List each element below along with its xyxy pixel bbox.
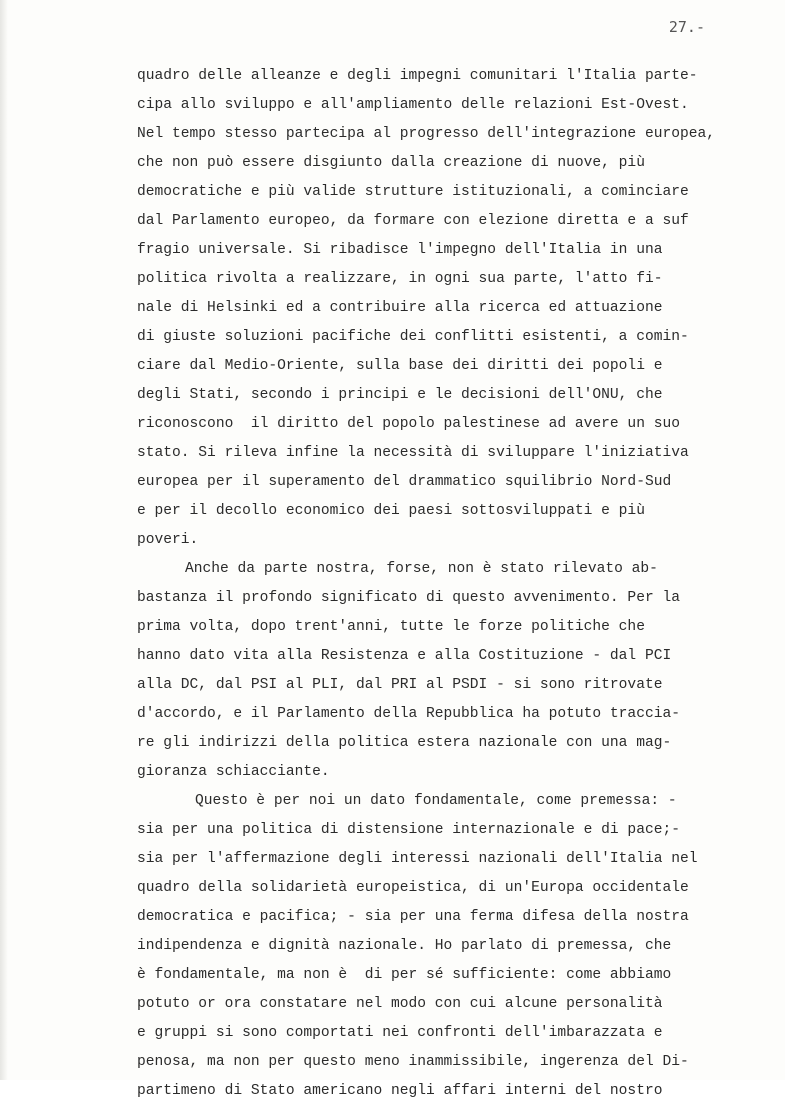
text-line: democratiche e più valide strutture istituzionali, a cominciare [137,184,689,200]
text-line: stato. Si rileva infine la necessità di sviluppare l'iniziativa [137,445,689,461]
text-line: democratica e pacifica; - sia per una ferma difesa della nostra [137,909,689,925]
text-line: penosa, ma non per questo meno inammissibile, ingerenza del Di- [137,1054,689,1070]
text-line: nale di Helsinki ed a contribuire alla ricerca ed attuazione [137,300,663,316]
text-line: d'accordo, e il Parlamento della Repubblica ha potuto traccia- [137,706,680,722]
text-line: europea per il superamento del drammatico squilibrio Nord-Sud [137,474,672,490]
text-line: gioranza schiacciante. [137,764,330,780]
text-line: alla DC, dal PSI al PLI, dal PRI al PSDI - si sono ritrovate [137,677,663,693]
text-line: e per il decollo economico dei paesi sottosviluppati e più [137,503,645,519]
text-line: sia per l'affermazione degli interessi nazionali dell'Italia nel [137,851,698,867]
page-number: 27.- [668,18,705,36]
page-edge-shadow [0,0,8,1080]
text-line: è fondamentale, ma non è di per sé sufficiente: come abbiamo [137,967,672,983]
body-text [137,62,767,1106]
text-line: poveri. [137,532,199,548]
text-line: hanno dato vita alla Resistenza e alla Costituzione - dal PCI [137,648,672,664]
text-line: cipa allo sviluppo e all'ampliamento delle relazioni Est-Ovest. [137,97,689,113]
text-line: che non può essere disgiunto dalla creazione di nuove, più [137,155,645,171]
text-line: sia per una politica di distensione internazionale e di pace;- [137,822,680,838]
text-line: re gli indirizzi della politica estera nazionale con una mag- [137,735,672,751]
text-line: prima volta, dopo trent'anni, tutte le forze politiche che [137,619,645,635]
text-line: partimeno di Stato americano negli affari interni del nostro [137,1083,663,1099]
text-line: Nel tempo stesso partecipa al progresso dell'integrazione europea, [137,126,716,142]
text-line: di giuste soluzioni pacifiche dei conflitti esistenti, a comin- [137,329,689,345]
text-line: politica rivolta a realizzare, in ogni sua parte, l'atto fi- [137,271,663,287]
text-line: degli Stati, secondo i principi e le decisioni dell'ONU, che [137,387,663,403]
text-line: indipendenza e dignità nazionale. Ho parlato di premessa, che [137,938,672,954]
text-line: e gruppi si sono comportati nei confronti dell'imbarazzata e [137,1025,663,1041]
text-line: dal Parlamento europeo, da formare con elezione diretta e a suf [137,213,689,229]
text-line: quadro della solidarietà europeistica, di un'Europa occidentale [137,880,689,896]
text-line: riconoscono il diritto del popolo palestinese ad avere un suo [137,416,680,432]
text-line: ciare dal Medio-Oriente, sulla base dei diritti dei popoli e [137,358,663,374]
text-line: fragio universale. Si ribadisce l'impegno dell'Italia in una [137,242,663,258]
paragraph-first-line: Questo è per noi un dato fondamentale, come premessa: - [195,793,677,809]
text-line: quadro delle alleanze e degli impegni comunitari l'Italia parte- [137,68,698,84]
text-line: bastanza il profondo significato di questo avvenimento. Per la [137,590,680,606]
text-line: potuto or ora constatare nel modo con cui alcune personalità [137,996,663,1012]
paragraph-first-line: Anche da parte nostra, forse, non è stato rilevato ab- [185,561,658,577]
